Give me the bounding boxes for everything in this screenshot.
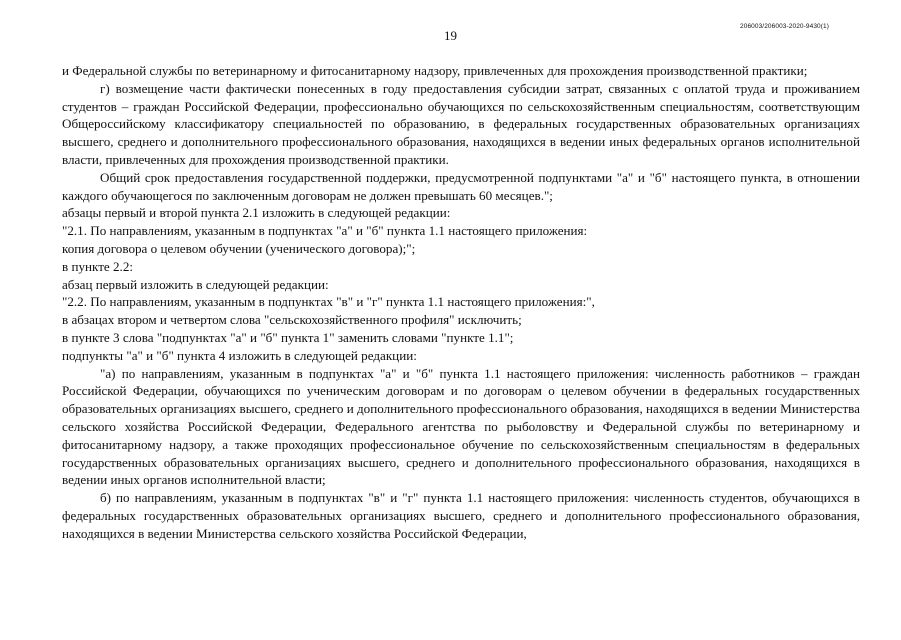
paragraph-amend-2-1: абзацы первый и второй пункта 2.1 изложить в следующей редакции: xyxy=(62,205,451,221)
paragraph-continuation: и Федеральной службы по ветеринарному и фитосанитарному надзору, привлеченных для прохождения производственной практики; xyxy=(62,63,808,78)
paragraph-support-term: Общий срок предоставления государственной поддержки, предусмотренной подпунктами "а" и "б" настоящего пункта, в отношении каждого обучающегося по заключенным договорам не должен превышать 60 месяцев."; xyxy=(62,169,860,203)
document-code: 206003/206003-2020-9430(1) xyxy=(740,23,829,30)
paragraph-item-g: г) возмещение части фактически понесенных в году предоставления субсидии затрат, связанных с оплатой труда и проживанием студентов – граждан Российской Федерации, профессионально обучающихся по сельскохозяйственным специальностям, соответствующим Общероссийскому классификатору специальностей по образованию, в федеральных государственных образовательных организациях высшего, среднего и дополнительного профессионального образования, находящихся в ведении иных федеральных органов исполнительной власти, привлеченных для прохождения производственной практики. xyxy=(62,80,860,167)
paragraph-clause-3-replace: в пункте 3 слова "подпунктах "а" и "б" пункта 1" заменить словами "пункте 1.1"; xyxy=(62,329,514,345)
paragraph-remove-words: в абзацах втором и четвертом слова "сельскохозяйственного профиля" исключить; xyxy=(62,312,522,328)
paragraph-clause-2-2-intro: в пункте 2.2: xyxy=(62,258,134,274)
paragraph-item-a: "а) по направлениям, указанным в подпунктах "а" и "б" пункта 1.1 настоящего приложения: численность работников – граждан Российской Федерации, обучающихся по ученическим договорам и по договорам о целевом обучении в федеральных государственных образовательных организациях высшего, среднего и дополнительного профессионального образования, находящихся в ведении Министерства сельского хозяйства Российской Федерации, Федерального агентства по рыболовству и Федеральной службы по ветеринарному и фитосанитарному надзору, а также проходящих профессиональное обучение по сельскохозяйственным специальностям в федеральных государственных образовательных организациях высшего, среднего и дополнительного профессионального образования, находящихся в ведении иных органов исполнительной власти; xyxy=(62,365,860,488)
paragraph-item-b: б) по направлениям, указанным в подпунктах "в" и "г" пункта 1.1 настоящего приложения: численность студентов, обучающихся в федеральных государственных образовательных организациях высшего, среднего и дополнительного профессионального образования, находящихся в ведении Министерства сельского хозяйства Российской Федерации, xyxy=(62,490,860,541)
page-number: 19 xyxy=(444,28,457,43)
document-body xyxy=(62,62,860,543)
paragraph-contract-copy: копия договора о целевом обучении (ученического договора);"; xyxy=(62,240,416,256)
paragraph-clause-2-1: "2.1. По направлениям, указанным в подпунктах "а" и "б" пункта 1.1 настоящего приложения: xyxy=(62,223,588,239)
paragraph-first-paragraph-amend: абзац первый изложить в следующей редакции: xyxy=(62,276,329,292)
paragraph-clause-2-2: "2.2. По направлениям, указанным в подпунктах "в" и "г" пункта 1.1 настоящего приложения:", xyxy=(62,294,595,310)
paragraph-clause-4-amend: подпункты "а" и "б" пункта 4 изложить в следующей редакции: xyxy=(62,347,417,363)
